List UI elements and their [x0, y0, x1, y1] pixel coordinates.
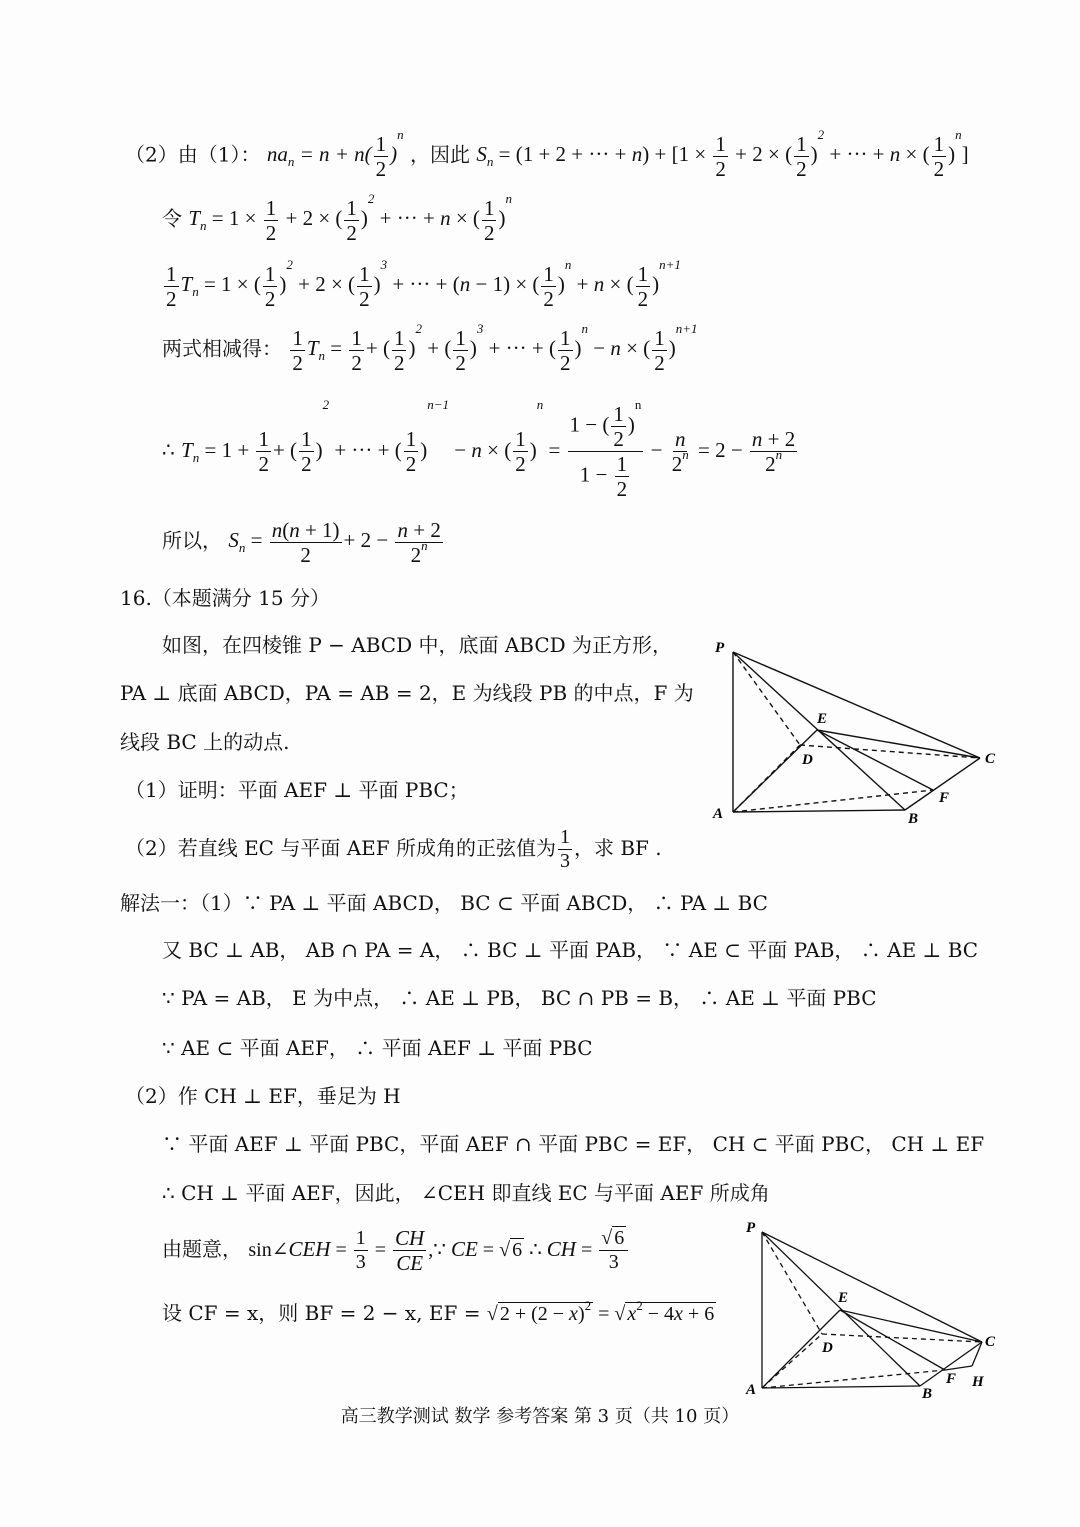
fig2-label-f: F [946, 1371, 957, 1387]
fig1-label-b: B [908, 811, 919, 827]
solution-line-3: ∵ PA = AB， E 为中点， ∴ AE ⊥ PB， BC ∩ PB = B， ∴ AE ⊥ 平面 PBC [162, 986, 877, 1010]
solution-line-1: 解法一：（1）∵ PA ⊥ 平面 ABCD， BC ⊂ 平面 ABCD， ∴ PA ⊥ BC [120, 891, 768, 915]
fig1-label-d: D [802, 752, 813, 768]
solution-line-2: 又 BC ⊥ AB， AB ∩ PA = A， ∴ BC ⊥ 平面 PAB， ∵ AE ⊂ 平面 PAB， ∴ AE ⊥ BC [162, 938, 979, 962]
formula-line-sn-result: 所以， $S_n$ = $\frac{n(n + 1)}{2}$ + 2 − $\frac{n + 2}{2^n}$ [162, 518, 441, 568]
fig2-label-e: E [838, 1290, 849, 1306]
q16-stem-line2: PA ⊥ 底面 ABCD，PA = AB = 2，E 为线段 PB 的中点，F 为 [120, 681, 694, 705]
solution-line-7: ∴ CH ⊥ 平面 AEF，因此， ∠CEH 即直线 EC 与平面 AEF 所成角 [162, 1181, 770, 1205]
formula-line-tn: 令 $T_n = 1$ × $\frac{1}{2}$ + 2 × ( $\frac{1}{2}$ )$^2$ + ··· + n × ( $\frac{1}{2}$ )$^n$ [162, 191, 512, 246]
solution-line-4: ∵ AE ⊂ 平面 AEF， ∴ 平面 AEF ⊥ 平面 PBC [162, 1036, 593, 1060]
solution-line-5: （2）作 CH ⊥ EF，垂足为 H [125, 1084, 401, 1108]
intro-label: （2）由（1）： [125, 142, 261, 167]
solution-line-6: ∵ 平面 AEF ⊥ 平面 PBC，平面 AEF ∩ 平面 PBC = EF， CH ⊂ 平面 PBC， CH ⊥ EF [162, 1132, 985, 1156]
therefore-symbol: ∴ [162, 437, 175, 462]
fig1-label-f: F [939, 790, 950, 806]
solution-line-9: 设 CF = x，则 BF = 2 − x, EF = √ $2 + (2 - x)^2$ = √ $x^2 - 4x + 6$ [162, 1298, 715, 1325]
so-label: ，因此 [410, 142, 471, 167]
fig2-label-p: P [746, 1220, 756, 1236]
formula-line-subtract: 两式相减得： $\frac{1}{2}$ $T_n$ = $\frac{1}{2}$ + ( $\frac{1}{2}$ )$^2$ + ( $\frac{1}{2}$ )$^3$ + ··· + ( $\frac{1}{2}$ )$^n$ − n × ( $\frac{1}{2}$ )$^{n+1}$ [162, 321, 698, 376]
fig2-label-b: B [922, 1386, 933, 1400]
pyramid-figure-2 [740, 1218, 1020, 1400]
subtract-label: 两式相减得： [162, 336, 282, 361]
fig2-label-h: H [972, 1374, 984, 1390]
q16-stem-line1: 如图，在四棱锥 P − ABCD 中，底面 ABCD 为正方形， [162, 633, 673, 657]
fig2-label-a: A [746, 1382, 757, 1398]
fig2-label-c: C [985, 1334, 996, 1350]
q16-sub2: （2）若直线 EC 与平面 AEF 所成角的正弦值为 $\frac{1}{3}$ ，求 BF . [125, 826, 662, 872]
formula-line-half-tn: $\frac{1}{2}$ $T_n = 1$ × ( $\frac{1}{2}$ )$^2$ + 2 × ( $\frac{1}{2}$ )$^3$ + ··· + (n − 1) × ( $\frac{1}{2}$ )$^n$ + n × ( $\frac{1}{2}$ )$^{n+1}$ [166, 257, 681, 312]
fig1-label-p: P [715, 640, 725, 656]
q16-stem-line3: 线段 BC 上的动点. [120, 730, 290, 754]
fig1-label-c: C [985, 751, 996, 767]
fig1-label-e: E [817, 711, 828, 727]
fig2-label-d: D [822, 1340, 833, 1356]
q16-title: 16.（本题满分 15 分） [120, 586, 330, 610]
solution-line-8: 由题意， sin∠CEH = $\frac{1}{3}$ = $\frac{CH}{CE}$ ,∵ CE = √ 6 ∴ CH = $\frac{√ 6}{3}$ [162, 1226, 630, 1275]
formula-line-tn-result: ∴ $T_n = 1$ + $\frac{1}{2}$ + ( $\frac{1}{2}$ )$^2$ + ··· + ( $\frac{1}{2}$ )$^{n-1}$ − n × ( $\frac{1}{2}$ )$^n$ = 1 − ( $\frac{1}{2}$ )$^n$ 1 − $\frac{1}{2}$ − $\frac{n}{2^n}$ = 2 − $\frac{n + 2}{2^n}$ [162, 397, 796, 502]
so-label-2: 所以， [162, 528, 222, 553]
fig1-label-a: A [713, 806, 724, 822]
page-footer: 高三教学测试 数学 参考答案 第 3 页（共 10 页） [340, 1406, 740, 1427]
pyramid-figure-1 [705, 630, 1015, 830]
formula-line-na: （2）由（1）： $na_n = n + n$( $\frac{1}{2}$ )$^n$ ，因此 $S_n = (1 + 2$ + ··· + n) + [1 × $\frac{1}{2}$ + 2 × ( $\frac{1}{2}$ )$^2$ + ··· + n × ( $\frac{1}{2}$ )$^n$] [125, 127, 969, 182]
let-label: 令 [162, 206, 182, 231]
q16-sub1: （1）证明：平面 AEF ⊥ 平面 PBC； [125, 778, 469, 802]
